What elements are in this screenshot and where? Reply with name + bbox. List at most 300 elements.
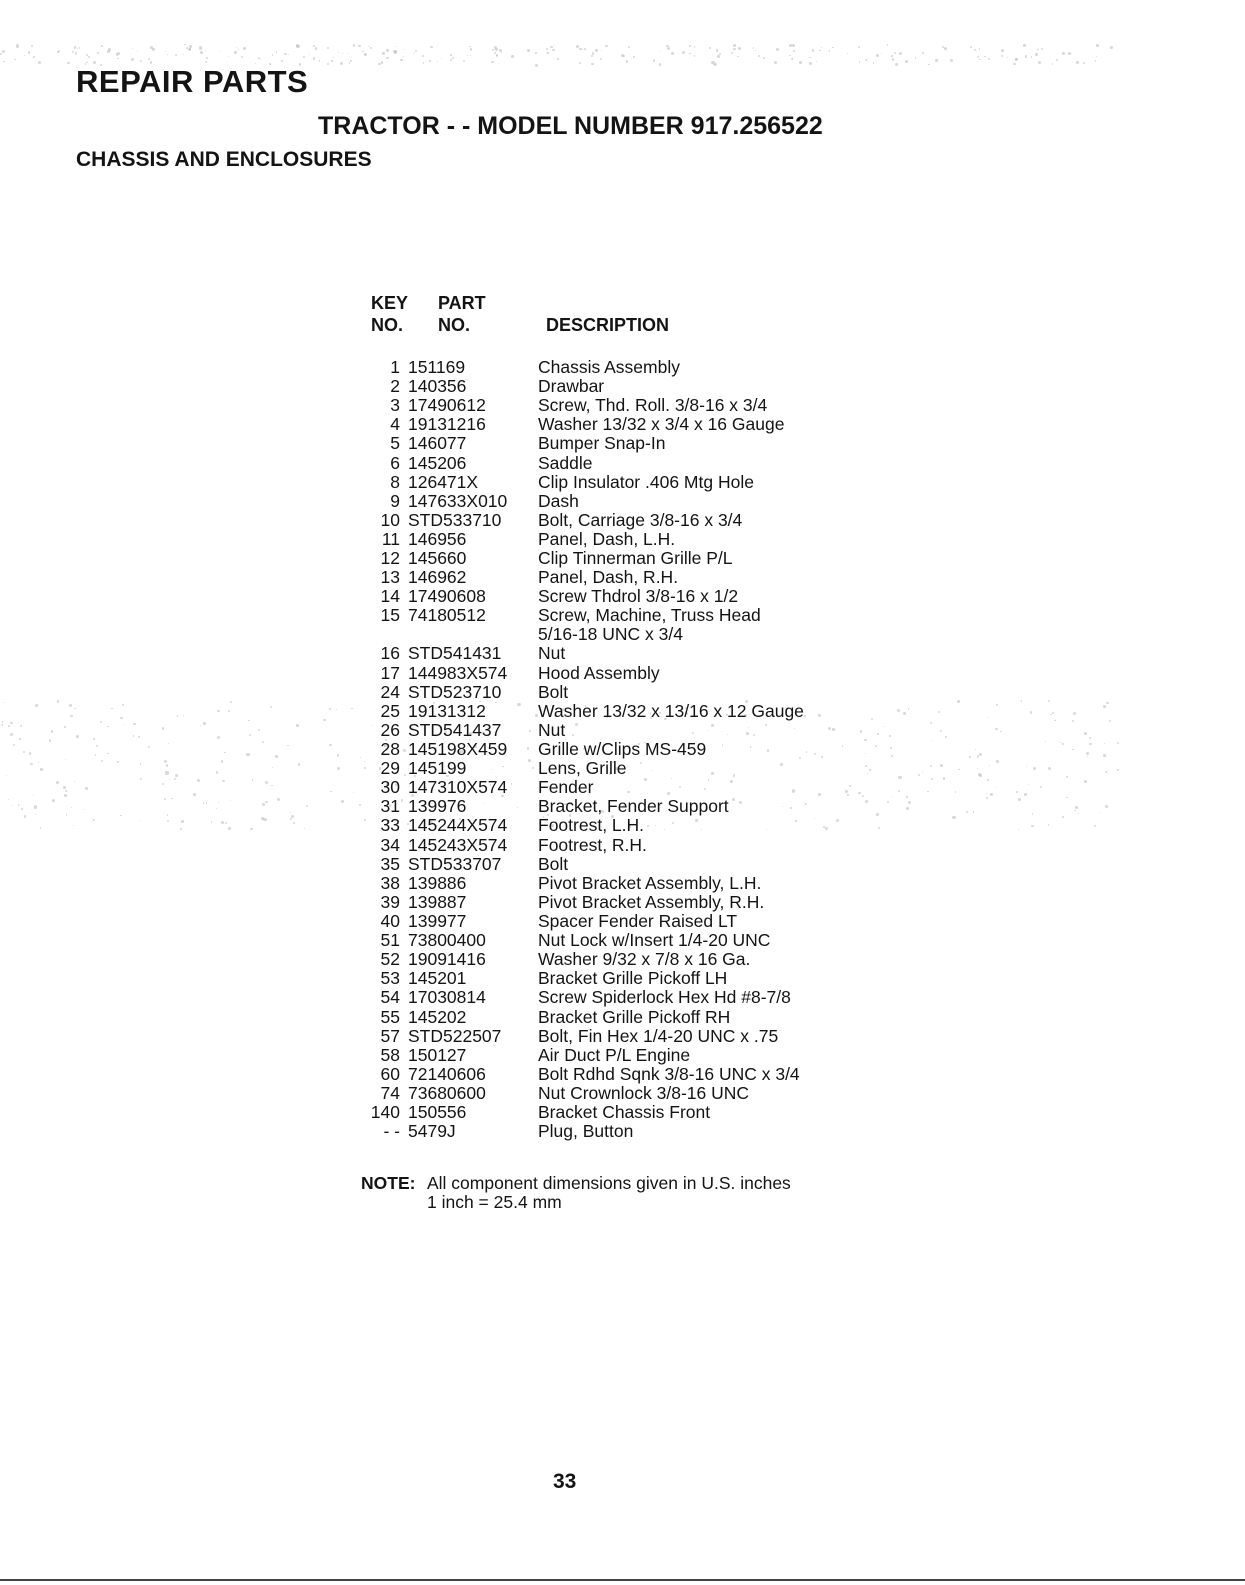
scan-speck <box>73 825 74 826</box>
scan-speck <box>970 46 972 48</box>
scan-speck <box>101 45 103 47</box>
description-cell <box>538 1103 886 1122</box>
table-row <box>366 950 886 969</box>
scan-speck <box>694 55 696 57</box>
scan-speck <box>77 48 78 49</box>
scan-speck <box>908 708 910 710</box>
description-text: Footrest, R.H. <box>538 834 647 855</box>
scan-speck <box>276 51 278 53</box>
scan-speck <box>1031 825 1033 827</box>
scan-speck <box>789 44 791 46</box>
scan-speck <box>225 822 227 824</box>
scan-speck <box>943 777 946 780</box>
scan-speck <box>881 53 882 54</box>
parts-table <box>366 358 886 1141</box>
scan-speck <box>892 58 895 61</box>
scan-speck <box>248 720 249 721</box>
description-cell <box>538 434 886 453</box>
description-cell <box>538 893 886 912</box>
scan-speck <box>891 55 892 56</box>
scan-speck <box>200 725 201 726</box>
description-text: Panel, Dash, L.H. <box>538 528 676 549</box>
scan-speck <box>203 802 204 803</box>
scan-speck <box>1074 810 1075 811</box>
scan-speck <box>1095 60 1097 62</box>
scan-speck <box>70 715 73 718</box>
scan-speck <box>1117 769 1119 771</box>
scan-speck <box>217 736 220 739</box>
description-text: Footrest, L.H. <box>538 815 645 836</box>
scan-speck <box>333 57 334 58</box>
description-text: Bolt, Carriage 3/8-16 x 3/4 <box>538 509 743 530</box>
table-row <box>366 1027 886 1046</box>
scan-speck <box>218 802 219 803</box>
table-row <box>366 931 886 950</box>
scan-speck <box>336 709 337 710</box>
scan-speck <box>290 812 291 813</box>
scan-speck <box>898 790 901 793</box>
scan-speck <box>470 55 471 56</box>
scan-speck <box>1048 700 1050 702</box>
scan-speck <box>184 44 185 45</box>
scan-speck <box>359 804 361 806</box>
scan-speck <box>10 733 13 736</box>
scan-speck <box>922 52 924 54</box>
scan-speck <box>3 61 4 62</box>
scan-speck <box>162 783 164 785</box>
scan-speck <box>31 45 33 47</box>
key-no-cell: 17 <box>380 662 400 683</box>
scan-speck <box>1018 798 1021 801</box>
part-no-cell: 139976 <box>408 796 467 817</box>
scan-speck <box>1103 754 1105 756</box>
scan-speck <box>667 47 670 50</box>
part-no-cell: 17490608 <box>408 586 486 607</box>
scan-speck <box>969 756 970 757</box>
scan-speck <box>230 701 232 703</box>
scan-speck <box>164 798 166 800</box>
description-cell <box>538 1027 886 1046</box>
scan-speck <box>177 715 178 716</box>
description-header: DESCRIPTION <box>546 315 670 335</box>
scan-speck <box>557 58 559 60</box>
description-text: Bracket Grille Pickoff LH <box>538 968 728 989</box>
scan-speck <box>928 64 930 66</box>
scan-speck <box>75 52 78 55</box>
description-text: Screw Spiderlock Hex Hd #8-7/8 <box>538 987 791 1008</box>
scan-speck <box>38 762 39 763</box>
scan-speck <box>977 56 979 58</box>
part-no-cell: 19091416 <box>408 949 486 970</box>
scan-speck <box>221 821 224 824</box>
scan-speck <box>400 59 402 61</box>
key-no-cell: - - <box>383 1121 400 1142</box>
scan-speck <box>120 815 122 817</box>
scan-speck <box>18 722 19 723</box>
scan-speck <box>35 704 38 707</box>
scan-speck <box>789 55 791 57</box>
scan-speck <box>989 765 990 766</box>
scan-speck <box>111 708 113 710</box>
key-no-cell: 2 <box>390 376 400 397</box>
parts-table-body <box>366 358 886 1141</box>
scan-speck <box>1041 48 1043 50</box>
scan-speck <box>360 757 362 759</box>
scan-speck <box>931 740 932 741</box>
scan-speck <box>1018 829 1019 830</box>
scan-speck <box>303 56 305 58</box>
scan-speck <box>24 815 27 818</box>
scan-speck <box>1025 55 1028 58</box>
scan-speck <box>498 63 499 64</box>
scan-speck <box>1084 780 1087 783</box>
key-no-cell: 53 <box>380 968 400 989</box>
scan-speck <box>341 800 344 803</box>
scan-speck <box>329 744 332 747</box>
scan-speck <box>197 779 200 782</box>
scan-speck <box>133 723 135 725</box>
scan-speck <box>19 738 21 740</box>
scan-speck <box>249 734 251 736</box>
description-text: Bolt <box>538 681 569 702</box>
scan-speck <box>859 61 861 63</box>
scan-speck <box>895 63 898 66</box>
scan-speck <box>1104 743 1105 744</box>
scan-speck <box>40 768 42 770</box>
table-row <box>366 836 886 855</box>
scan-speck <box>222 780 225 783</box>
scan-speck <box>605 45 607 47</box>
scan-speck <box>628 46 630 48</box>
scan-speck <box>579 62 581 64</box>
scan-speck <box>470 48 472 50</box>
scan-speck <box>275 755 277 757</box>
scan-speck <box>501 52 502 53</box>
table-row <box>366 396 886 415</box>
scan-speck <box>413 53 414 54</box>
scan-speck <box>200 51 203 54</box>
description-text: Screw Thdrol 3/8-16 x 1/2 <box>538 586 739 607</box>
scan-speck <box>220 51 222 53</box>
scan-speck <box>491 61 493 63</box>
scan-speck <box>181 820 184 823</box>
scan-speck <box>381 61 383 63</box>
scan-speck <box>858 46 861 49</box>
scan-speck <box>733 48 735 50</box>
part-no-cell: 145201 <box>408 968 467 989</box>
scan-speck <box>8 725 10 727</box>
scan-speck <box>1035 53 1038 56</box>
scan-speck <box>116 53 119 56</box>
scan-speck <box>362 51 363 52</box>
note-line2: 1 inch = 25.4 mm <box>427 1192 562 1212</box>
part-no-cell: 146956 <box>408 528 467 549</box>
scan-speck <box>1103 705 1106 708</box>
scan-speck <box>28 51 31 54</box>
part-no-cell: 72140606 <box>408 1063 486 1084</box>
scan-speck <box>430 46 432 48</box>
scan-speck <box>930 765 932 767</box>
table-row <box>366 988 886 1007</box>
scan-speck <box>415 50 417 52</box>
scan-speck <box>288 54 289 55</box>
scan-speck <box>67 62 69 64</box>
description-text: Grille w/Clips MS-459 <box>538 738 707 759</box>
scan-speck <box>1030 711 1033 714</box>
part-no-cell: 145198X459 <box>408 738 508 759</box>
scan-speck <box>1037 49 1038 50</box>
scan-speck <box>167 820 169 822</box>
key-no-cell: 31 <box>380 796 400 817</box>
scan-speck <box>183 54 184 55</box>
table-row <box>366 893 886 912</box>
table-row <box>366 549 886 568</box>
scan-speck <box>138 736 140 738</box>
scan-speck <box>270 706 272 708</box>
scan-speck <box>935 59 938 62</box>
scan-speck <box>30 763 33 766</box>
scan-speck <box>938 711 940 713</box>
scan-speck <box>816 61 817 62</box>
description-cell <box>538 778 886 797</box>
part-no-cell: 17030814 <box>408 987 486 1008</box>
scan-speck <box>164 760 167 763</box>
part-no-cell: STD541431 <box>408 643 502 664</box>
scan-speck <box>262 803 265 806</box>
scan-speck <box>148 746 151 749</box>
scan-speck <box>0 53 2 55</box>
description-cell <box>538 587 886 606</box>
scan-speck <box>8 799 10 801</box>
table-row <box>366 587 886 606</box>
scan-speck <box>903 712 906 715</box>
scan-speck <box>34 805 37 808</box>
scan-speck <box>554 45 555 46</box>
scan-speck <box>95 754 97 756</box>
scan-speck <box>494 52 496 54</box>
scan-speck <box>132 48 133 49</box>
table-row <box>366 874 886 893</box>
note <box>361 1173 791 1212</box>
description-cell <box>538 797 886 816</box>
scan-speck <box>265 781 268 784</box>
part-no-cell: 140356 <box>408 376 467 397</box>
scan-speck <box>241 56 243 58</box>
scan-speck <box>1052 63 1053 64</box>
scan-speck <box>358 45 361 48</box>
part-no-header <box>438 292 486 336</box>
scan-speck <box>167 814 169 816</box>
part-no-cell: 145202 <box>408 1006 467 1027</box>
scan-speck <box>2 721 4 723</box>
scan-speck <box>552 49 555 52</box>
description-text: Washer 9/32 x 7/8 x 16 Ga. <box>538 949 751 970</box>
table-row <box>366 912 886 931</box>
table-row <box>366 1065 886 1084</box>
scan-speck <box>183 715 184 716</box>
table-row <box>366 1084 886 1103</box>
scan-speck <box>1105 805 1108 808</box>
description-cell <box>538 1008 886 1027</box>
scan-speck <box>905 60 908 63</box>
scan-speck <box>331 60 333 62</box>
scan-speck <box>1021 700 1022 701</box>
key-header-line2: NO. <box>371 315 404 335</box>
scan-speck <box>1016 791 1018 793</box>
table-row <box>366 778 886 797</box>
scan-speck <box>731 52 733 54</box>
scan-speck <box>894 52 896 54</box>
scan-speck <box>76 735 78 737</box>
scan-speck <box>313 57 316 60</box>
scan-speck <box>889 735 891 737</box>
description-text: Nut <box>538 719 566 740</box>
scan-speck <box>469 46 470 47</box>
scan-speck <box>203 722 206 725</box>
scan-speck <box>353 44 355 46</box>
scan-speck <box>260 59 262 61</box>
scan-speck <box>353 792 354 793</box>
scan-speck <box>1031 56 1032 57</box>
key-no-cell: 35 <box>380 853 400 874</box>
scan-speck <box>865 59 868 62</box>
part-no-cell: 147633X010 <box>408 490 508 511</box>
scan-speck <box>1024 793 1027 796</box>
scan-speck <box>974 49 976 51</box>
scan-speck <box>1023 44 1025 46</box>
scan-speck <box>1026 766 1027 767</box>
scan-speck <box>205 50 206 51</box>
table-row <box>366 530 886 549</box>
scan-speck <box>755 50 756 51</box>
scan-speck <box>898 776 901 779</box>
key-no-cell: 11 <box>381 528 400 549</box>
scan-speck <box>1054 720 1056 722</box>
scan-speck <box>277 798 280 801</box>
scan-speck <box>738 47 741 50</box>
scan-speck <box>238 49 239 50</box>
scan-speck <box>1045 741 1046 742</box>
key-no-cell: 33 <box>380 815 400 836</box>
description-cell <box>538 415 886 434</box>
scan-speck <box>793 50 796 53</box>
description-text: Bolt Rdhd Sqnk 3/8-16 UNC x 3/4 <box>538 1063 800 1084</box>
scan-speck <box>370 47 372 49</box>
scan-speck <box>49 739 52 742</box>
part-no-cell: STD533707 <box>408 853 502 874</box>
scan-speck <box>579 48 581 50</box>
scan-speck <box>1028 784 1029 785</box>
key-no-cell: 12 <box>380 548 400 569</box>
part-no-cell: 145199 <box>408 758 467 779</box>
scan-speck <box>990 793 993 796</box>
scan-speck <box>93 738 94 739</box>
scan-speck <box>330 791 331 792</box>
scan-speck <box>763 57 765 59</box>
scan-speck <box>51 730 53 732</box>
key-no-cell: 10 <box>380 509 400 530</box>
table-row <box>366 797 886 816</box>
scan-speck <box>1089 743 1092 746</box>
key-no-cell: 1 <box>390 357 400 377</box>
scan-speck <box>97 52 99 54</box>
scan-speck <box>829 50 831 52</box>
scan-speck <box>131 58 134 61</box>
scan-speck <box>265 801 267 803</box>
scan-speck <box>873 62 874 63</box>
scan-speck <box>450 59 452 61</box>
scan-speck <box>309 54 310 55</box>
description-cell <box>538 912 886 931</box>
scan-speck <box>20 725 22 727</box>
scan-speck <box>120 717 122 719</box>
key-no-cell: 14 <box>380 586 400 607</box>
scan-speck <box>140 778 142 780</box>
key-no-cell: 54 <box>380 987 400 1008</box>
description-cell <box>538 683 886 702</box>
scan-speck <box>351 708 352 709</box>
scan-speck <box>1001 55 1003 57</box>
table-row <box>366 740 886 759</box>
scan-speck <box>582 49 583 50</box>
part-header-line2: NO. <box>438 315 471 335</box>
scan-speck <box>986 793 988 795</box>
scan-speck <box>291 815 294 818</box>
part-no-cell: 145243X574 <box>408 834 508 855</box>
scan-speck <box>1048 824 1050 826</box>
scan-speck <box>205 61 207 63</box>
scan-speck <box>1068 52 1071 55</box>
scan-speck <box>337 754 340 757</box>
scan-speck <box>908 801 911 804</box>
scan-speck <box>979 48 980 49</box>
scan-speck <box>876 54 879 57</box>
scan-speck <box>799 61 802 64</box>
scan-speck <box>940 764 943 767</box>
scan-speck <box>85 787 87 789</box>
key-no-cell: 38 <box>380 872 400 893</box>
scan-speck <box>995 787 996 788</box>
part-no-cell: 73800400 <box>408 930 486 951</box>
scan-speck <box>228 827 231 830</box>
scan-speck <box>117 58 119 60</box>
scan-speck <box>930 722 932 724</box>
table-row <box>366 358 886 377</box>
scan-speck <box>101 760 103 762</box>
scan-speck <box>234 51 237 54</box>
key-no-cell: 15 <box>380 605 400 626</box>
scan-speck <box>809 57 811 59</box>
scan-speck <box>891 796 892 797</box>
scan-speck <box>18 804 19 805</box>
part-no-cell: 144983X574 <box>408 662 508 683</box>
scan-speck <box>633 56 634 57</box>
description-cell <box>538 454 886 473</box>
description-cell <box>538 377 886 396</box>
scan-speck <box>271 785 272 786</box>
scan-speck <box>899 52 902 55</box>
description-text: Panel, Dash, R.H. <box>538 567 679 588</box>
scan-speck <box>246 753 249 756</box>
table-row <box>366 1122 886 1141</box>
part-no-cell: STD533710 <box>408 509 502 530</box>
key-no-cell: 6 <box>390 452 400 473</box>
scan-speck <box>386 57 388 59</box>
scan-speck <box>236 47 237 48</box>
description-cell <box>538 492 886 511</box>
scan-speck <box>897 709 900 712</box>
page-bottom-rule <box>0 1579 1245 1581</box>
